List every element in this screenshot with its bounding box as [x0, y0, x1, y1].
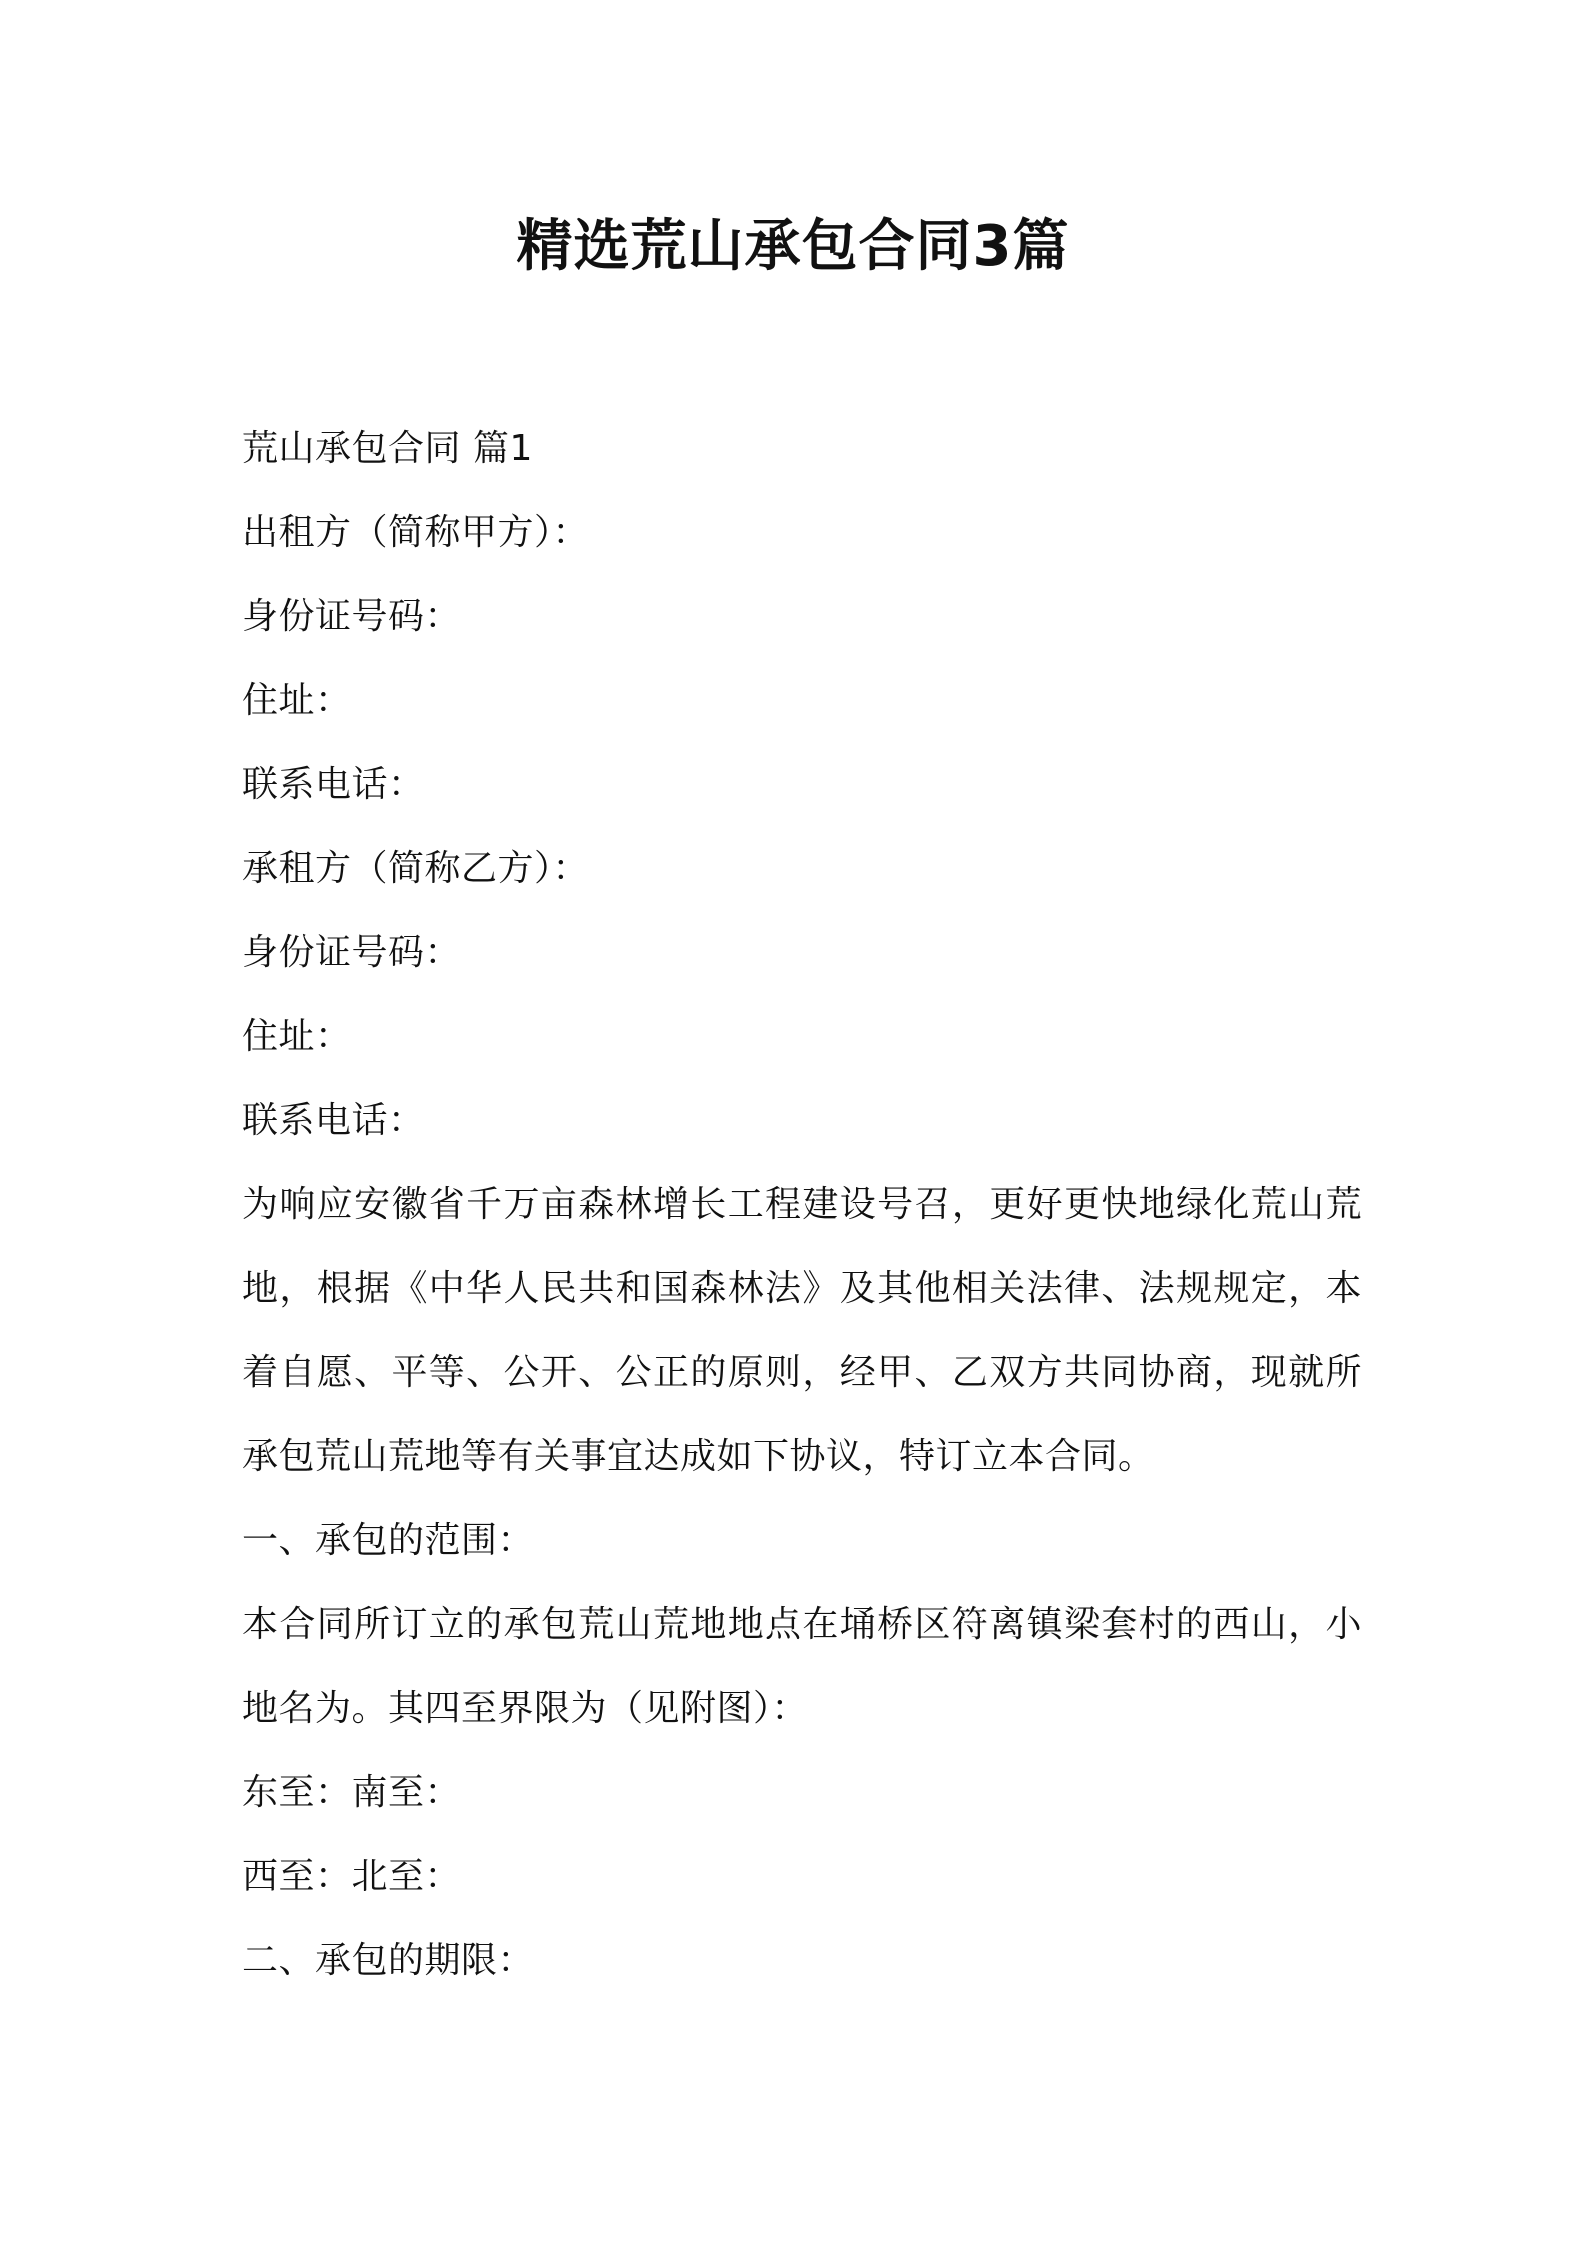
lessee-address-label: 住址： [242, 1016, 352, 1057]
section2-heading: 二、承包的期限： [242, 1940, 535, 1981]
lessor-address-label: 住址： [242, 680, 352, 721]
lessee-label: 承租方（简称乙方）： [242, 848, 590, 889]
intro-paragraph: 为响应安徽省千万亩森林增长工程建设号召，更好更快地绿化荒山荒地，根据《中华人民共和国森林法》及其他相关法律、法规规定，本着自愿、平等、公开、公正的原则，经甲、乙双方共同协商，现就所承包荒山荒地等有关事宜达成如下协议，特订立本合同。 [242, 1184, 1362, 1477]
lessor-phone-label: 联系电话： [242, 764, 425, 805]
boundary-west-north: 西至：北至： [242, 1856, 462, 1897]
boundary-east-south: 东至：南至： [242, 1772, 462, 1813]
contract-subtitle: 荒山承包合同 篇1 [242, 428, 533, 469]
document-body [242, 407, 1362, 2003]
lessor-id-label: 身份证号码： [242, 596, 462, 637]
document-title: 精选荒山承包合同3篇 [516, 214, 1070, 279]
lessee-phone-label: 联系电话： [242, 1100, 425, 1141]
lessor-label: 出租方（简称甲方）： [242, 512, 590, 553]
section1-heading: 一、承包的范围： [242, 1520, 535, 1561]
lessee-id-label: 身份证号码： [242, 932, 462, 973]
section1-paragraph: 本合同所订立的承包荒山荒地地点在埇桥区符离镇梁套村的西山，小地名为。其四至界限为（见附图）： [242, 1604, 1362, 1729]
